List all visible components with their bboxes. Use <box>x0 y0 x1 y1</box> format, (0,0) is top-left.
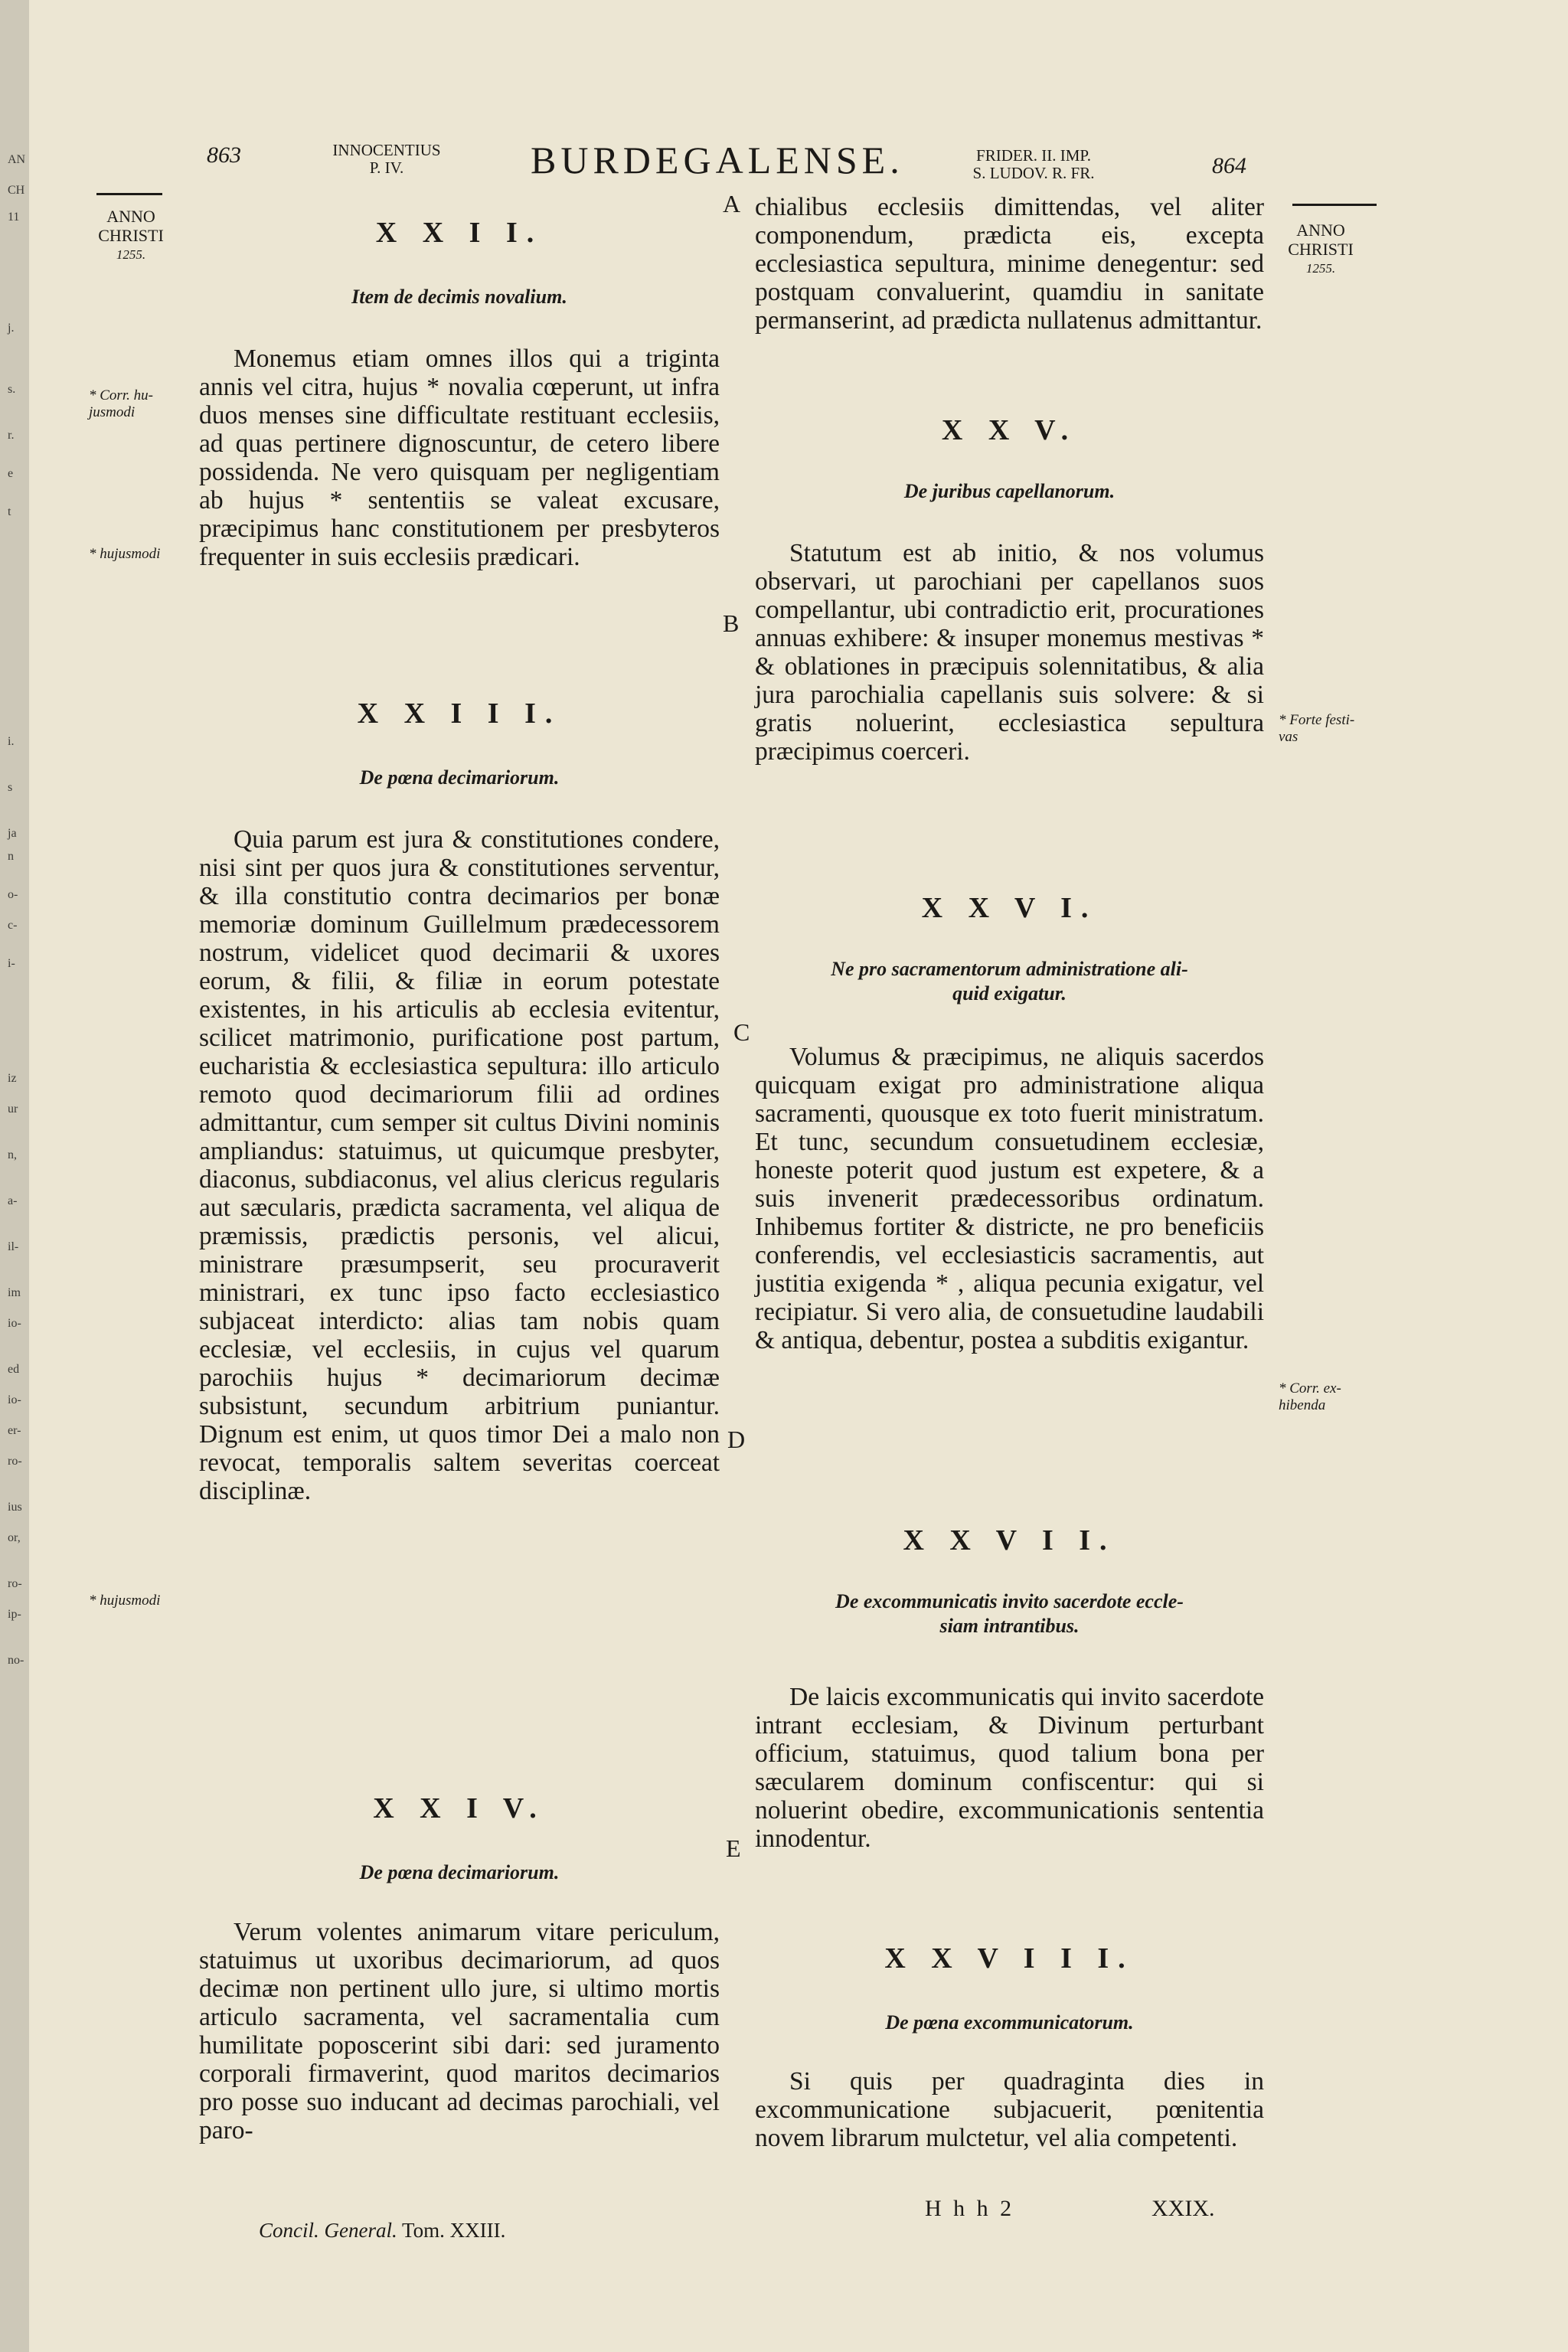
chapter-23-text <box>199 825 720 1505</box>
running-head-right <box>942 147 1125 182</box>
strip-fragment: i. <box>8 735 15 748</box>
adjacent-page-strip <box>0 0 29 2352</box>
chapter-28-text <box>755 2067 1264 2152</box>
chapter-25-number: X X V. <box>941 414 1078 446</box>
section-letter-a: A <box>723 190 741 217</box>
anno-christi-left <box>89 207 173 264</box>
anno-christi-right <box>1279 220 1363 278</box>
strip-fragment: or, <box>8 1531 21 1544</box>
paragraph: De laicis excommunicatis qui invito sacerdote intrant ecclesiam, & Divinum perturbant officium, statuimus, quod talium bona per sæcularem dominum confiscentur: qui si noluerint obedire, excommunicationis sententia innodentur. <box>755 1683 1264 1853</box>
strip-fragment: ed <box>8 1363 20 1376</box>
margin-note-right-2 <box>1279 1380 1393 1414</box>
paragraph: Si quis per quadraginta dies in excommunicatione subjacuerit, pœnitentia novem librarum mulctetur, vel alia competenti. <box>755 2067 1264 2152</box>
strip-fragment: iz <box>8 1072 17 1085</box>
strip-fragment: ro- <box>8 1577 22 1590</box>
strip-fragment: c- <box>8 919 18 932</box>
strip-fragment: n <box>8 850 14 863</box>
chapter-23-number: X X I I I. <box>357 697 562 730</box>
chapter-27-text <box>755 1683 1264 1853</box>
strip-fragment: ip- <box>8 1608 21 1621</box>
chapter-title-line: siam intrantibus. <box>939 1615 1080 1637</box>
strip-fragment: s <box>8 781 13 794</box>
margin-note-text: * Corr. <box>89 387 130 403</box>
chapter-24-number: X X I V. <box>373 1792 546 1824</box>
margin-note-left-2: * hujusmodi <box>89 546 161 562</box>
running-head-right-sub: S. LUDOV. R. FR. <box>972 164 1095 182</box>
chapter-22-number: X X I I. <box>375 217 544 249</box>
chapter-22-text <box>199 345 720 571</box>
continued-text <box>755 193 1264 335</box>
strip-fragment: ja <box>8 827 17 840</box>
strip-fragment: a- <box>8 1194 18 1207</box>
margin-note-text: hu- <box>133 387 153 403</box>
running-head-left <box>322 142 452 177</box>
anno-rule-left <box>96 193 162 195</box>
footer-source <box>259 2219 505 2243</box>
paragraph: chialibus ecclesiis dimittendas, vel aliter componendum, prædicta eis, excepta ecclesiastica sepultura, minime denegentur: sed postquam convaluerint, quamdiu in sanitate permanserint, ad prædicta nullatenus admittantur. <box>755 193 1264 335</box>
page-number-left: 863 <box>207 142 241 168</box>
paragraph: Verum volentes animarum vitare periculum, statuimus ut uxoribus decimariorum, ad quos decimæ non pertinent ullo jure, si ultimo mortis articulo sacramenta, vel sacramentalia cum humilitate poposcerint sibi dari: sed juramento corporali firmaverint, quod maritos decimarios pro posse suo inducant ad decimas parochiali, vel paro- <box>199 1918 720 2145</box>
strip-fragment: il- <box>8 1240 19 1253</box>
margin-note-text: vas <box>1279 729 1298 745</box>
chapter-title-line: quid exigatur. <box>952 982 1067 1004</box>
strip-fragment: CH <box>8 184 25 197</box>
paragraph: Volumus & præcipimus, ne aliquis sacerdos quicquam exigat pro administratione aliqua sacramenti, quousque ex toto fuerit ministratum. Et tunc, secundum consuetudinem ecclesiæ, honeste poterit quod justum est expetere, & a suis invenerit prædecessoribus ordinatum. Inhibemus fortiter & districte, ne pro beneficiis conferendis, vel ecclesiasticis sacramentis, aut justitia exigenda * , aliqua pecunia exigatur, vel recipiatur. Si vero alia, de consuetudine laudabili & antiqua, debentur, postea a subditis exigantur. <box>755 1043 1264 1354</box>
book-page <box>29 0 1568 2352</box>
footer-volume: Tom. XXIII. <box>402 2219 506 2242</box>
christi-label: CHRISTI <box>1288 240 1354 259</box>
margin-note-text: * Forte <box>1279 712 1322 728</box>
strip-fragment: n, <box>8 1148 17 1161</box>
strip-fragment: s. <box>8 383 16 396</box>
strip-fragment: o- <box>8 888 18 901</box>
strip-fragment: r. <box>8 429 15 442</box>
section-letter-c: C <box>733 1018 750 1046</box>
anno-label: ANNO <box>1296 220 1345 240</box>
margin-note-text: * Corr. <box>1279 1380 1320 1396</box>
strip-fragment: er- <box>8 1424 21 1437</box>
chapter-title-line: De excommunicatis invito sacerdote eccle- <box>835 1590 1184 1612</box>
section-letter-d: D <box>727 1426 746 1453</box>
chapter-23-title: De pœna decimariorum. <box>359 766 560 789</box>
strip-fragment: im <box>8 1286 21 1299</box>
paragraph: Statutum est ab initio, & nos volumus observari, ut parochiani per capellanos suos compellantur, ubi contradictio erit, procurationes annuas exhibere: & insuper monemus mestivas * & oblationes in præcipuis solennitatibus, & alia jura parochialia capellanis suis solvere: & si gratis noluerint, ecclesiastica sepultura præcipimus coerceri. <box>755 539 1264 766</box>
section-letter-b: B <box>723 609 740 637</box>
chapter-24-text <box>199 1918 720 2145</box>
chapter-27-number: X X V I I. <box>903 1524 1116 1557</box>
anno-rule-right <box>1292 204 1377 206</box>
chapter-25-title: De juribus capellanorum. <box>903 480 1116 502</box>
chapter-26-number: X X V I. <box>921 892 1098 924</box>
strip-fragment: 11 <box>8 211 20 224</box>
strip-fragment: ur <box>8 1102 18 1116</box>
margin-note-text: jusmodi <box>89 404 136 420</box>
anno-label: ANNO <box>106 207 155 226</box>
chapter-28-title: De pœna excommunicatorum. <box>885 2011 1134 2034</box>
running-head-left-sub: P. IV. <box>369 158 404 177</box>
strip-fragment: no- <box>8 1654 24 1667</box>
paragraph: Monemus etiam omnes illos qui a triginta annis vel citra, hujus * novalia cœperunt, ut infra duos menses sine difficultate restituant ecclesiis, ad quas pertinere dignoscuntur, de cetero libere possidenda. Ne vero quisquam per negligentiam ab hujus * sententiis se valeat excusare, præcipimus hanc constitutionem per presbyteros frequenter in suis ecclesiis prædicari. <box>199 345 720 571</box>
anno-year: 1255. <box>116 247 146 262</box>
anno-year: 1255. <box>1305 261 1336 276</box>
chapter-26-text <box>755 1043 1264 1354</box>
strip-fragment: io- <box>8 1317 21 1330</box>
running-head-right-name: FRIDER. II. IMP. <box>976 146 1091 165</box>
chapter-24-title: De pœna decimariorum. <box>359 1861 560 1883</box>
chapter-title-line: Ne pro sacramentorum administratione ali- <box>831 958 1188 980</box>
margin-note-text: ex- <box>1323 1380 1341 1396</box>
footer-source-title: Concil. General. <box>259 2219 397 2242</box>
section-letter-e: E <box>726 1834 741 1862</box>
strip-fragment: j. <box>8 322 15 335</box>
chapter-25-text <box>755 539 1264 766</box>
christi-label: CHRISTI <box>98 226 164 245</box>
chapter-26-title <box>755 957 1264 1006</box>
chapter-22-title: Item de decimis novalium. <box>351 286 567 308</box>
signature-mark: H h h 2 <box>925 2196 1015 2221</box>
paragraph: Quia parum est jura & constitutiones condere, nisi sint per quos jura & constitutiones serventur, & illa constitutio contra decimarios per bonæ memoriæ dominum Guillelmum prædecessorem nostrum, videlicet quod decimarii & uxores eorum, & filii, & filiæ in eorum potestate existentes, in his articulis ab ecclesia evitentur, scilicet matrimonio, purificatione post partum, eucharistia & ecclesiastica sepultura: illo articulo remoto quod decimariorum filii ad ordines admittantur, cum semper sit cultus Divini nominis ampliandus: statuimus, ut quicumque presbyter, diaconus, subdiaconus, vel alius clericus regularis aut sæcularis, prædicta sacramenta, vel aliqua de præmissis, prædictis personis, vel alicui, ministrare præsumpserit, seu procuraverit ministrari, ex tunc ipso facto ecclesiastico subjaceat interdicto: alias tam nobis quam ecclesiæ, vel ecclesiis, in cujus vel quarum parochiis hujus * decimariorum decimæ subsistunt, secundum arbitrium puniantur. Dignum est enim, ut quos timor Dei a malo non revocat, temporalis saltem severitas coerceat disciplinæ. <box>199 825 720 1505</box>
page-number-right: 864 <box>1212 153 1246 178</box>
chapter-27-title <box>755 1589 1264 1638</box>
strip-fragment: e <box>8 467 14 480</box>
chapter-28-number: X X V I I I. <box>884 1942 1135 1975</box>
strip-fragment: t <box>8 505 11 518</box>
strip-fragment: i- <box>8 957 15 970</box>
margin-note-text: hibenda <box>1279 1397 1326 1413</box>
strip-fragment: io- <box>8 1393 21 1406</box>
catchword: XXIX. <box>1152 2196 1215 2221</box>
strip-fragment: ius <box>8 1501 22 1514</box>
margin-note-text: festi- <box>1325 712 1355 728</box>
margin-note-left-3: * hujusmodi <box>89 1592 161 1609</box>
margin-note-right-1 <box>1279 712 1393 746</box>
page-title: BURDEGALENSE. <box>531 139 904 181</box>
strip-fragment: ro- <box>8 1455 22 1468</box>
running-head-left-name: INNOCENTIUS <box>332 141 441 159</box>
strip-fragment: AN <box>8 153 26 166</box>
